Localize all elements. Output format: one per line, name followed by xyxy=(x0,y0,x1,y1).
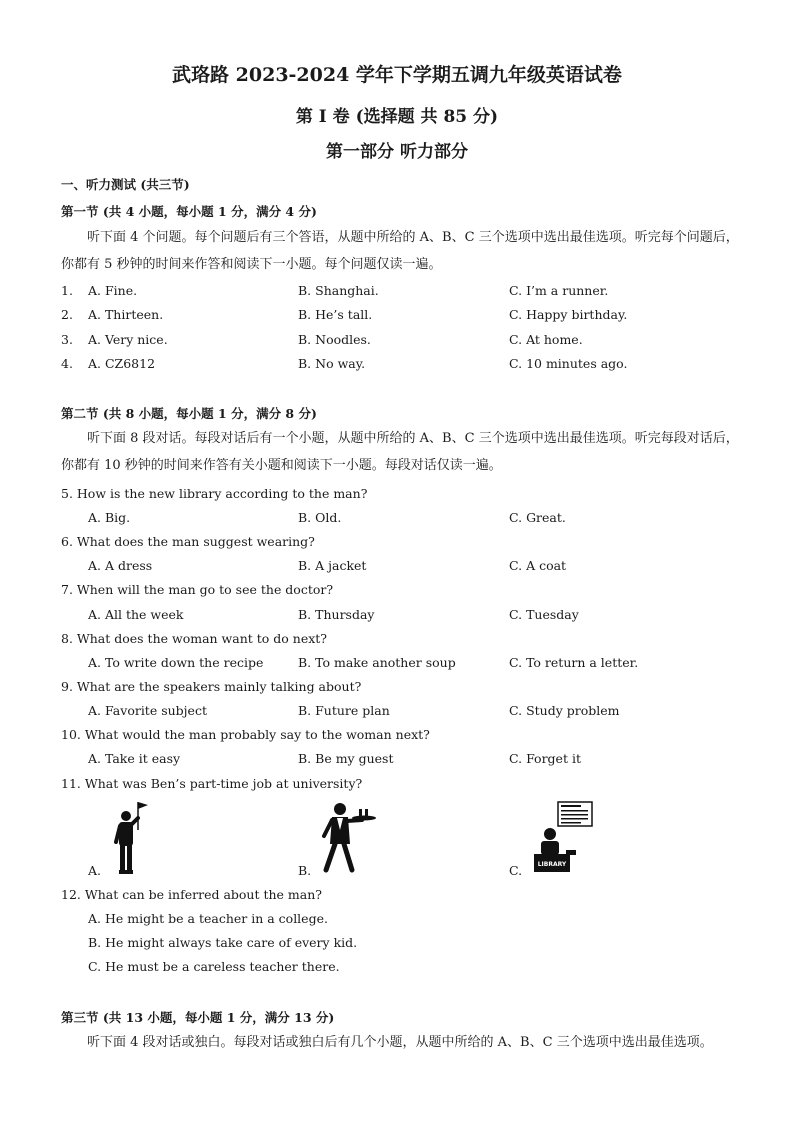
option-b: B. Be my guest xyxy=(298,751,394,766)
option-a: A. Take it easy xyxy=(88,751,181,766)
option-c: C. Forget it xyxy=(509,751,581,766)
option-a: A. Fine. xyxy=(88,283,138,298)
option-c: C. 10 minutes ago. xyxy=(509,356,628,371)
option-c: C. Great. xyxy=(509,510,566,525)
option-b: B. A jacket xyxy=(298,558,367,573)
option-b: B. To make another soup xyxy=(298,655,456,670)
option-a: A. Favorite subject xyxy=(88,703,207,718)
s2-heading: 第二节 (共 8 小题，每小题 1 分，满分 8 分) xyxy=(61,406,317,421)
option-b: B. Thursday xyxy=(298,607,375,622)
item-number: 3. xyxy=(61,332,73,347)
option-b: B. Noodles. xyxy=(298,332,371,347)
option-b: B. He’s tall. xyxy=(298,307,373,322)
part-title: 第一部分 听力部分 xyxy=(326,142,468,162)
question-text: 8. What does the woman want to do next? xyxy=(61,631,328,646)
section-heading: 一、听力测试 (共三节) xyxy=(61,177,190,192)
option-a: A. To write down the recipe xyxy=(88,655,264,670)
s1-heading: 第一节 (共 4 小题，每小题 1 分，满分 4 分) xyxy=(61,204,317,219)
option-b: B. Shanghai. xyxy=(298,283,379,298)
question-text: 12. What can be inferred about the man? xyxy=(61,887,322,902)
option-b: B. xyxy=(298,863,312,878)
librarian-icon xyxy=(530,800,596,874)
library-sign: LIBRARY xyxy=(537,861,567,868)
option-a: A. All the week xyxy=(88,607,184,622)
option-a: A. A dress xyxy=(88,558,153,573)
option-b: B. No way. xyxy=(298,356,366,371)
option-c: C. To return a letter. xyxy=(509,655,639,670)
option-a: A. CZ6812 xyxy=(88,356,156,371)
question-text: 11. What was Ben’s part-time job at university? xyxy=(61,776,363,791)
question-text: 10. What would the man probably say to the woman next? xyxy=(61,727,430,742)
question-text: 7. When will the man go to see the doctor? xyxy=(61,582,334,597)
question-text: 6. What does the man suggest wearing? xyxy=(61,534,315,549)
option-c: C. I’m a runner. xyxy=(509,283,609,298)
option-b: B. Future plan xyxy=(298,703,390,718)
option-c: C. He must be a careless teacher there. xyxy=(88,959,340,974)
option-a: A. xyxy=(88,863,102,878)
option-c: C. xyxy=(509,863,523,878)
waiter-icon xyxy=(318,800,378,876)
s3-heading: 第三节 (共 13 小题，每小题 1 分，满分 13 分) xyxy=(61,1010,335,1025)
tour-guide-icon xyxy=(108,800,152,876)
exam-title: 武珞路 2023-2024 学年下学期五调九年级英语试卷 xyxy=(172,64,622,86)
s1-instructions: 听下面 4 个问题。每个问题后有三个答语，从题中所给的 A、B、C 三个选项中选出最佳选项。听完每个问题后，你都有 5 秒钟的时间来作答和阅读下一小题。每个问题仅读一遍。 xyxy=(61,230,739,272)
option-c: C. Tuesday xyxy=(509,607,579,622)
option-c: C. Happy birthday. xyxy=(509,307,628,322)
option-b: B. Old. xyxy=(298,510,342,525)
item-number: 4. xyxy=(61,356,73,371)
question-text: 9. What are the speakers mainly talking about? xyxy=(61,679,362,694)
s2-instructions: 听下面 8 段对话。每段对话后有一个小题，从题中所给的 A、B、C 三个选项中选出最佳选项。听完每段对话后，你都有 10 秒钟的时间来作答有关小题和阅读下一小题。每段对话仅读一遍。 xyxy=(61,431,739,473)
volume-title: 第 I 卷 (选择题 共 85 分) xyxy=(295,107,499,127)
option-a: A. He might be a teacher in a college. xyxy=(88,911,328,926)
item-number: 1. xyxy=(61,283,73,298)
s3-instructions: 听下面 4 段对话或独白。每段对话或独白后有几个小题，从题中所给的 A、B、C 三个选项中选出最佳选项。 xyxy=(87,1035,713,1050)
option-a: A. Big. xyxy=(88,510,131,525)
option-b: B. He might always take care of every kid. xyxy=(88,935,358,950)
option-c: C. A coat xyxy=(509,558,567,573)
item-number: 2. xyxy=(61,307,73,322)
option-c: C. At home. xyxy=(509,332,583,347)
option-a: A. Thirteen. xyxy=(88,307,164,322)
option-c: C. Study problem xyxy=(509,703,620,718)
question-text: 5. How is the new library according to the man? xyxy=(61,486,368,501)
option-a: A. Very nice. xyxy=(88,332,168,347)
